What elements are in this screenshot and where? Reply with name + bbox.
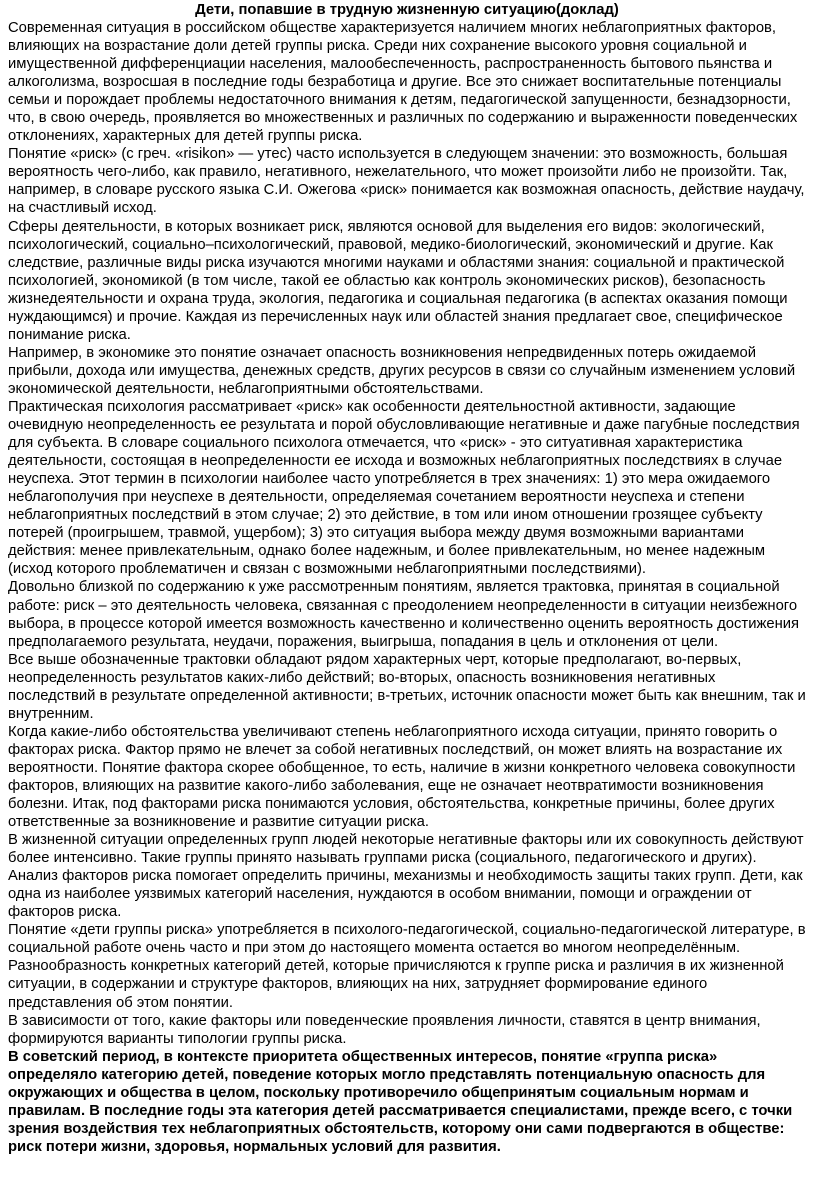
paragraph: Современная ситуация в российском обществе характеризуется наличием многих неблагоприятных факторов, влияющих на возрастание доли детей группы риска. Среди них сохранение высокого уровня социальной и имущественной дифференциации населения, малообеспеченность, распространенность бытового пьянства и алкоголизма, возросшая в последние годы безработица и другие. Все это снижает воспитательные потенциалы семьи и порождает проблемы недостаточного внимания к детям, педагогической запущенности, безнадзорности, что, в свою очередь, проявляется во множественных и различных по содержанию и выраженности поведенческих отклонениях, характерных для детей группы риска. <box>8 20 798 145</box>
paragraph: Когда какие-либо обстоятельства увеличивают степень неблагоприятного исхода ситуации, принято говорить о факторах риска. Фактор прямо не влечет за собой негативных последствий, он может влиять на возрастание их вероятности. Понятие фактора скорее обобщенное, то есть, наличие в жизни конкретного человека совокупности факторов, влияющих на развитие какого-либо заболевания, еще не означает неотвратимости возникновения болезни. Итак, под факторами риска понимаются условия, обстоятельства, конкретные причины, более других ответственные за возникновение и развитие ситуации риска. <box>8 723 796 831</box>
paragraph: Например, в экономике это понятие означает опасность возникновения непредвиденных потерь ожидаемой прибыли, дохода или имущества, денежных средств, других ресурсов в связи со случайным изменением условий экономической деятельности, неблагоприятными обстоятельствами. <box>8 344 796 397</box>
paragraph: В зависимости от того, какие факторы или поведенческие проявления личности, ставятся в центр внимания, формируются варианты типологии группы риска. <box>8 1012 761 1047</box>
paragraph: Все выше обозначенные трактовки обладают рядом характерных черт, которые предполагают, во-первых, неопределенность результатов каких-либо действий; во-вторых, опасность возникновения негативных последствий в результате определенной активности; в-третьих, источник опасности может быть как внешним, так и внутренним. <box>8 651 806 722</box>
paragraph: В советский период, в контексте приоритета общественных интересов, понятие «группа риска» определяло категорию детей, поведение которых могло представлять потенциальную опасность для окружающих и общества в целом, поскольку противоречило общепринятым социальным нормам и правилам. В последние годы эта категория детей рассматривается специалистами, прежде всего, с точки зрения воздействия тех неблагоприятных обстоятельств, которому они сами подвергаются в обществе: риск потери жизни, здоровья, нормальных условий для развития. <box>8 1048 793 1155</box>
paragraph: Довольно близкой по содержанию к уже рассмотренным понятиям, является трактовка, принятая в социальной работе: риск – это деятельность человека, связанная с преодолением неопределенности в ситуации неизбежного выбора, в процессе которой имеется возможность качественно и количественно оценить вероятность достижения предполагаемого результата, неудачи, поражения, выигрыша, попадания в цель и отклонения от цели. <box>8 579 800 650</box>
paragraph: Понятие «риск» (с греч. «risikon» — утес) часто используется в следующем значении: это возможность, большая вероятность чего-либо, как правило, негативного, нежелательного, что может произойти либо не произойти. Так, например, в словаре русского языка С.И. Ожегова «риск» понимается как возможная опасность, действие наудачу, на счастливый исход. <box>8 146 805 217</box>
document-body <box>8 19 806 1156</box>
paragraph: Понятие «дети группы риска» употребляется в психолого-педагогической, социально-педагогической литературе, в социальной работе очень часто и при этом до настоящего момента остается во многом неопределённым. Разнообразность конкретных категорий детей, которые причисляются к группе риска и различия в их жизненной ситуации, в содержании и структуре факторов, влияющих на них, затрудняет формирование единого представления об этом понятии. <box>8 922 806 1011</box>
paragraph: Практическая психология рассматривает «риск» как особенности деятельностной активности, задающие очевидную неопределенность ее результата и порой обусловливающие негативные и даже пагубные последствия для субъекта. В словаре социального психолога отмечается, что «риск» - это ситуативная характеристика деятельности, состоящая в неопределенности ее исхода и возможных неблагоприятных последствиях в случае неуспеха. Этот термин в психологии наиболее часто употребляется в трех значениях: 1) это мера ожидаемого неблагополучия при неуспехе в деятельности, определяемая сочетанием вероятности неуспеха и степени неблагоприятных последствий в этом случае; 2) это действие, в том или ином отношении грозящее субъекту потерей (проигрышем, травмой, ущербом); 3) это ситуация выбора между двумя возможными вариантами действия: менее привлекательным, однако более надежным, и более привлекательным, но менее надежным (исход которого проблематичен и связан с возможными неблагоприятными последствиями). <box>8 398 800 578</box>
document-title: Дети, попавшие в трудную жизненную ситуацию(доклад) <box>195 2 619 18</box>
paragraph: В жизненной ситуации определенных групп людей некоторые негативные факторы или их совокупность действуют более интенсивно. Такие группы принято называть группами риска (социального, педагогического и других). Анализ факторов риска помогает определить причины, механизмы и необходимость защиты таких групп. Дети, как одна из наиболее уязвимых категорий населения, нуждаются в особом внимании, помощи и ограждении от факторов риска. <box>8 832 804 921</box>
paragraph: Сферы деятельности, в которых возникает риск, являются основой для выделения его видов: экологический, психологический, социально–психологический, правовой, медико-биологический, экономический и другие. Как следствие, различные виды риска изучаются многими науками и областями знания: социальной и практической психологией, экономикой (в том числе, такой ее областью как контроль экономических рисков), безопасность жизнедеятельности и охрана труда, экология, педагогика и социальная педагогика (в аспектах оказания помощи нуждающимся) и прочие. Каждая из перечисленных наук или областей знания предлагает свое, специфическое понимание риска. <box>8 218 788 343</box>
